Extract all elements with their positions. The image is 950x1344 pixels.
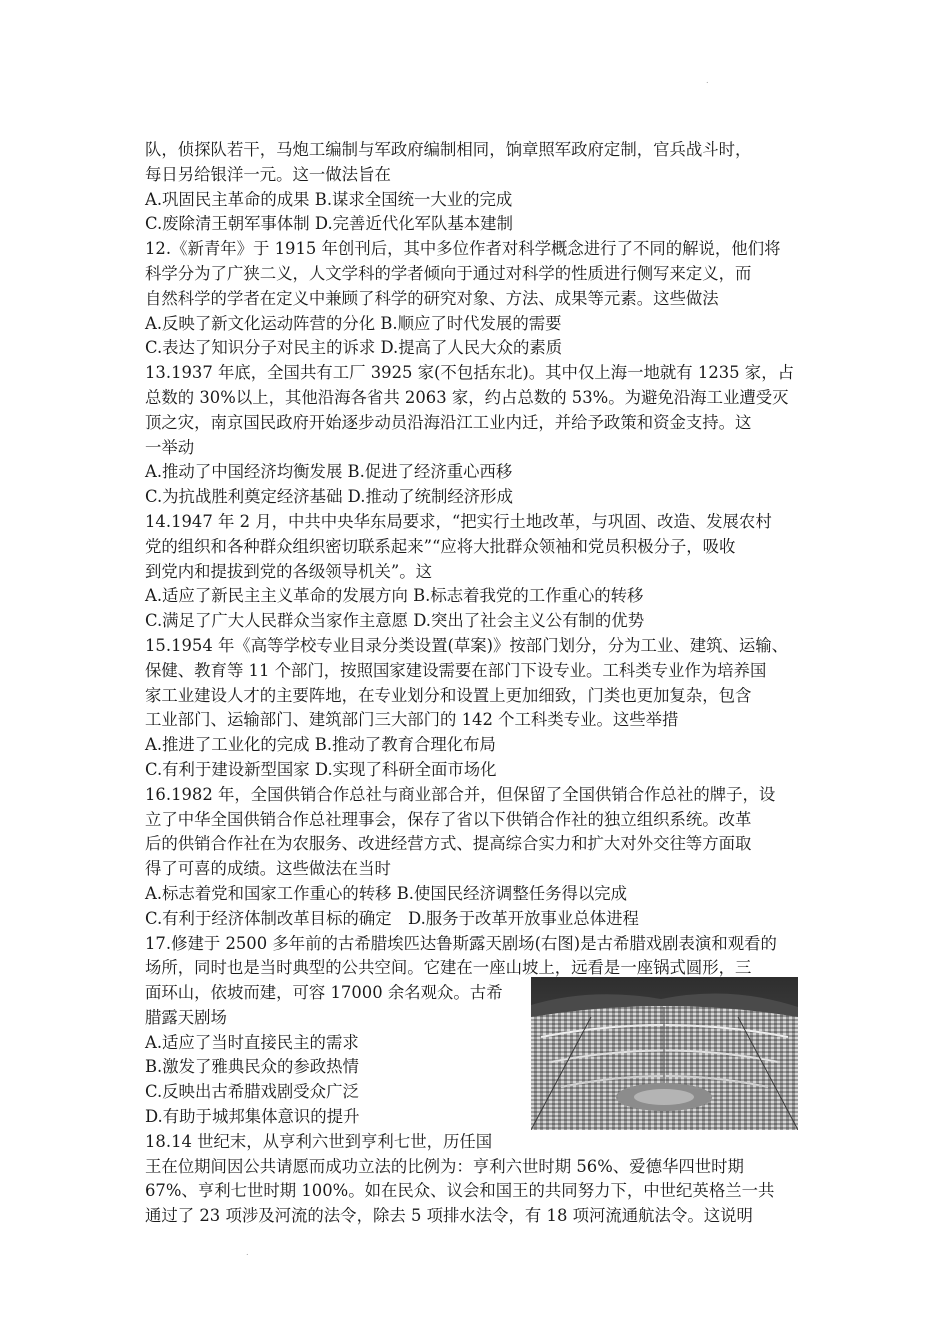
amphitheater-photo (531, 977, 798, 1130)
q14-option-cd: C.满足了广大人民群众当家作主意愿 D.突出了社会主义公有制的优势 (145, 611, 645, 631)
q17-option-d: D.有助于城邦集体意识的提升 (145, 1107, 360, 1127)
q16-line-4: 得了可喜的成绩。这些做法在当时 (145, 859, 391, 879)
question-13 (145, 361, 950, 510)
q18-line-3: 67%、亨利七世时期 100%。如在民众、议会和国王的共同努力下，中世纪英格兰一共 (145, 1181, 775, 1201)
q12-line-1: 12.《新青年》于 1915 年创刊后，其中多位作者对科学概念进行了不同的解说，他们将 (145, 239, 781, 259)
q18-line-1: 18.14 世纪末，从亨利六世到亨利七世，历任国 (145, 1131, 493, 1151)
q12-option-ab: A.反映了新文化运动阵营的分化 B.顺应了时代发展的需要 (145, 313, 562, 333)
q17-option-a: A.适应了当时直接民主的需求 (145, 1032, 359, 1052)
q17-line-3: 面环山，依坡而建，可容 17000 余名观众。古希 (145, 983, 503, 1003)
q12-line-2: 科学分为了广狭二义，人文学科的学者倾向于通过对科学的性质进行侧写来定义，而 (145, 263, 752, 283)
q16-option-cd: C.有利于经济体制改革目标的确定 D.服务于改革开放事业总体进程 (145, 908, 639, 928)
header-dot: . (706, 76, 709, 85)
footer-dot: . (246, 1248, 249, 1257)
q16-option-ab: A.标志着党和国家工作重心的转移 B.使国民经济调整任务得以完成 (145, 883, 628, 903)
q13-line-1: 13.1937 年底，全国共有工厂 3925 家(不包括东北)。其中仅上海一地就有 1235 家，占 (145, 363, 794, 383)
q13-line-2: 总数的 30%以上，其他沿海各省共 2063 家，约占总数的 53%。为避免沿海工业遭受灭 (145, 387, 789, 407)
q13-line-4: 一举动 (145, 437, 195, 457)
q17-option-c: C.反映出古希腊戏剧受众广泛 (145, 1082, 359, 1102)
q18-line-4: 通过了 23 项涉及河流的法令，除去 5 项排水法令，有 18 项河流通航法令。这说明 (145, 1206, 753, 1226)
q17-option-b: B.激发了雅典民众的参政热情 (145, 1057, 359, 1077)
q14-line-1: 14.1947 年 2 月，中共中央华东局要求，“把实行土地改革，与巩固、改造、发展农村 (145, 511, 772, 531)
question-18 (145, 1130, 950, 1229)
q15-line-3: 家工业建设人才的主要阵地，在专业划分和设置上更加细致，门类也更加复杂，包含 (145, 685, 752, 705)
q12-line-3: 自然科学的学者在定义中兼顾了科学的研究对象、方法、成果等元素。这些做法 (145, 288, 719, 308)
q17-line-4: 腊露天剧场 (145, 1007, 227, 1027)
q16-line-3: 后的供销合作社在为农服务、改进经营方式、提高综合实力和扩大对外交往等方面取 (145, 834, 752, 854)
q14-line-2: 党的组织和各种群众组织密切联系起来”“应将大批群众领袖和党员积极分子，吸收 (145, 536, 736, 556)
q11-option-cd: C.废除清王朝军事体制 D.完善近代化军队基本建制 (145, 214, 513, 234)
q15-option-cd: C.有利于建设新型国家 D.实现了科研全面市场化 (145, 759, 497, 779)
q15-option-ab: A.推进了工业化的完成 B.推动了教育合理化布局 (145, 735, 496, 755)
q13-line-3: 顶之灾，南京国民政府开始逐步动员沿海沿江工业内迁，并给予政策和资金支持。这 (145, 412, 752, 432)
q16-line-1: 16.1982 年，全国供销合作总社与商业部合并，但保留了全国供销合作总社的牌子，设 (145, 784, 776, 804)
question-14 (145, 510, 950, 634)
q14-line-3: 到党内和提拔到党的各级领导机关”。这 (145, 561, 433, 581)
q15-line-2: 保健、教育等 11 个部门，按照国家建设需要在部门下设专业。工科类专业作为培养国 (145, 660, 767, 680)
q16-line-2: 立了中华全国供销合作总社理事会，保存了省以下供销合作社的独立组织系统。改革 (145, 809, 752, 829)
q11-line-1: 队，侦探队若干，马炮工编制与军政府编制相同，饷章照军政府定制，官兵战斗时， (145, 140, 752, 159)
question-16 (145, 783, 950, 932)
q12-option-cd: C.表达了知识分子对民主的诉求 D.提高了人民大众的素质 (145, 338, 563, 358)
question-15 (145, 634, 950, 783)
q17-line-1: 17.修建于 2500 多年前的古希腊埃匹达鲁斯露天剧场(右图)是古希腊戏剧表演和观看的 (145, 933, 777, 953)
q13-option-cd: C.为抗战胜利奠定经济基础 D.推动了统制经济形成 (145, 487, 513, 507)
q15-line-4: 工业部门、运输部门、建筑部门三大部门的 142 个工科类专业。这些举措 (145, 710, 679, 730)
amphitheater-icon (531, 977, 798, 1130)
q17-line-2: 场所，同时也是当时典型的公共空间。它建在一座山坡上，远看是一座锅式圆形，三 (145, 958, 752, 978)
q18-line-2: 王在位期间因公共请愿而成功立法的比例为：亨利六世时期 56%、爱德华四世时期 (145, 1156, 744, 1176)
q11-option-ab: A.巩固民主革命的成果 B.谋求全国统一大业的完成 (145, 189, 513, 209)
question-11 (145, 138, 950, 237)
q13-option-ab: A.推动了中国经济均衡发展 B.促进了经济重心西移 (145, 462, 513, 482)
q11-line-2: 每日另给银洋一元。这一做法旨在 (145, 164, 391, 184)
question-12 (145, 237, 950, 361)
q15-line-1: 15.1954 年《高等学校专业目录分类设置(草案)》按部门划分，分为工业、建筑、运输、 (145, 635, 789, 655)
q14-option-ab: A.适应了新民主主义革命的发展方向 B.标志着我党的工作重心的转移 (145, 586, 644, 606)
